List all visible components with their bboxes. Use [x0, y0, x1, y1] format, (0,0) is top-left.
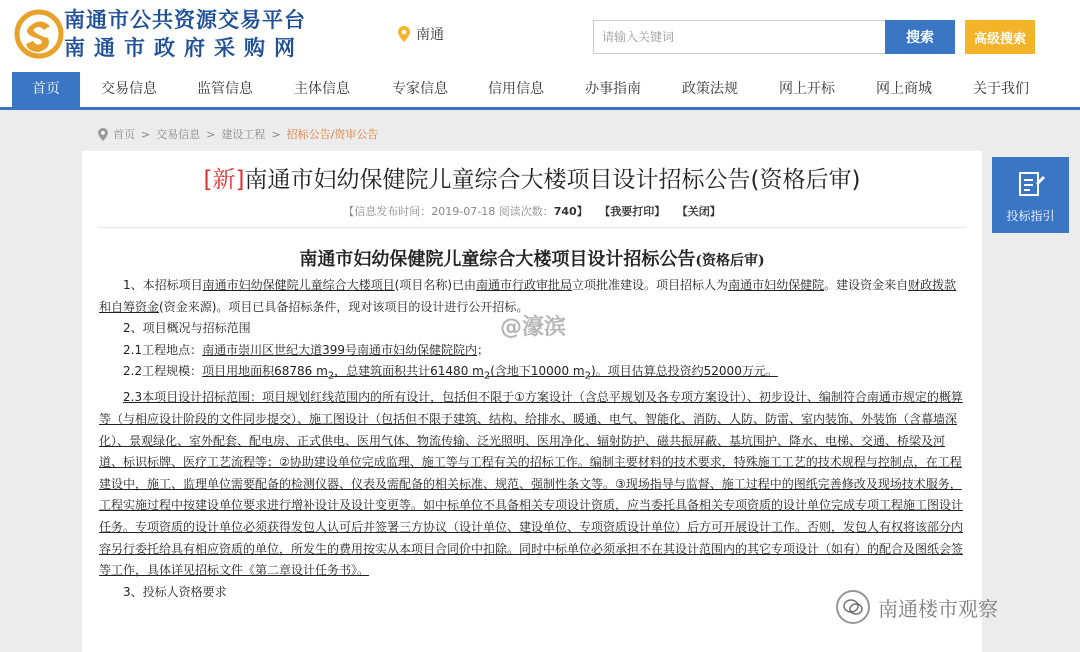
paragraph [99, 361, 965, 387]
subtitle-text: 南通市妇幼保健院儿童综合大楼项目设计招标公告 [299, 249, 696, 270]
new-badge: [新] [203, 167, 245, 193]
nav-item-expert[interactable]: 专家信息 [392, 81, 448, 97]
text: 立项批准建设。项目招标人为 [572, 278, 729, 292]
watermark-badge [836, 590, 998, 624]
bid-guide-button[interactable] [992, 157, 1069, 233]
paragraph [99, 340, 965, 362]
search-input[interactable] [593, 20, 885, 54]
text: 2.2工程规模： [123, 364, 203, 379]
breadcrumb-current[interactable]: 招标公告/资审公告 [286, 128, 379, 141]
article-panel [82, 151, 982, 652]
paragraph: 2、项目概况与招标范围 [123, 321, 251, 336]
advanced-search-button[interactable]: 高级搜索 [965, 20, 1035, 54]
article-title [82, 161, 982, 194]
reads-label: 阅读次数： [498, 205, 554, 218]
location-selector[interactable] [398, 24, 444, 44]
text: 2 [584, 370, 591, 382]
fund-source: 财政拨款和自筹资金 [99, 278, 957, 314]
read-count: 740 [553, 205, 577, 218]
text: ； [477, 342, 490, 357]
nav-item-trade-info[interactable]: 交易信息 [101, 81, 157, 97]
design-scope: 2.3本项目设计招标范围：项目规划红线范围内的所有设计，包括但不限于①方案设计（含总平规划及各专项方案设计）、初步设计、编制符合南通市规定的概算等（与相应设计阶段的文件同步提交）、施工图设计（包括但不限于建筑、结构、给排水、暖通、电气、智能化、消防、人防、防雷、室内装饰、外装饰（含幕墙深化）、景观绿化、室外配套、配电房、正式供电、医用气体、物流传输、泛光照明、医用净化、辐射防护、磁共振屏蔽、基坑围护、降水、电梯、交通、桥梁及河道、标识标牌、医疗工艺流程等；②协助建设单位完成监理、施工等与工程有关的招标工作。编制主要材料的技术要求，特殊施工工艺的技术规程与控制点，在工程建设中，施工、监理单位需要配备的检测仪器、仪表及需配备的相关标准、规范、强制性条文等。③现场指导与监督、施工过程中的图纸完善修改及现场技术服务，工程实施过程中按建设单位要求进行增补设计及设计变更等。如中标单位不具备相关专项设计资质，应当委托具备相关专项资质的设计单位完成专项工程施工图设计任务。专项资质的设计单位必须获得发包人认可后并签署三方协议（设计单位、建设单位、专项资质设计单位）后方可开展设计工作。否则，发包人有权将该部分内容另行委托给具有相应资质的单位，所发生的费用按实从本项目合同价中扣除。同时中标单位必须承担不在其设计范围内的其它专项设计（如有）的配合及图纸会签等工作，具体详见招标文件《第二章设计任务书》。 [99, 390, 964, 578]
paragraph: 3、投标人资格要求 [123, 584, 227, 599]
text: (含地下10000 m [490, 364, 585, 379]
edit-document-icon [1016, 169, 1046, 199]
logo-icon[interactable] [14, 6, 64, 62]
nav-item-home[interactable]: 首页 [12, 72, 80, 107]
project-scale [202, 364, 778, 382]
nav-item-online-mall[interactable]: 网上商城 [876, 81, 932, 97]
text: (项目名称)已由 [394, 278, 477, 292]
paragraph [99, 387, 965, 581]
nav-item-guide[interactable]: 办事指南 [585, 81, 641, 97]
wechat-icon [836, 590, 870, 624]
meta-suffix: 】 [576, 205, 588, 218]
logo-title-main: 南通市公共资源交易平台 [64, 8, 306, 32]
text: 1、本招标项目 [123, 278, 203, 292]
location-label: 南通 [416, 27, 444, 43]
logo-title-sub: 南通市政府采购网 [64, 36, 304, 60]
text: ，总建筑面积共计61480 m [334, 364, 484, 379]
nav-item-about[interactable]: 关于我们 [973, 81, 1029, 97]
site-header [0, 0, 1080, 72]
text: 项目用地面积68786 m [202, 364, 328, 379]
breadcrumb-construction[interactable]: 建设工程 [221, 128, 266, 141]
article-meta [82, 203, 982, 219]
meta-prefix: 【信息发布时间： [343, 205, 432, 218]
nav-item-policy[interactable]: 政策法规 [682, 81, 738, 97]
location-pin-icon [398, 26, 410, 42]
text: (资金来源)。项目已具备招标条件，现对该项目的设计进行公开招标。 [159, 299, 529, 314]
project-location: 南通市崇川区世纪大道399号南通市妇幼保健院院内 [202, 342, 477, 357]
breadcrumb-home[interactable]: 首页 [113, 128, 135, 141]
tenderer: 南通市妇幼保健院 [728, 278, 825, 292]
close-link[interactable]: 【关闭】 [676, 205, 721, 218]
watermark-label: 南通楼市观察 [878, 596, 998, 621]
approval-authority: 南通市行政审批局 [476, 278, 573, 292]
text: 。建设资金来自 [824, 278, 909, 292]
breadcrumb-separator: > [141, 127, 151, 141]
article-title-text: 南通市妇幼保健院儿童综合大楼项目设计招标公告(资格后审) [244, 167, 861, 193]
article-subtitle [82, 245, 982, 271]
nav-item-entity[interactable]: 主体信息 [294, 81, 350, 97]
watermark-text: @濠滨 [500, 315, 567, 340]
nav-item-online-bid[interactable]: 网上开标 [779, 81, 835, 97]
site-logo-text[interactable] [64, 6, 306, 62]
divider [98, 227, 966, 228]
nav-item-credit[interactable]: 信用信息 [488, 81, 544, 97]
project-name: 南通市妇幼保健院儿童综合大楼项目 [202, 278, 395, 292]
subtitle-small: (资格后审) [695, 253, 765, 269]
print-link[interactable]: 【我要打印】 [599, 205, 666, 218]
publish-date: 2019-07-18 [431, 205, 496, 218]
text: 2.1工程地点： [123, 342, 203, 357]
breadcrumb-separator: > [271, 127, 281, 141]
bid-guide-label: 投标指引 [1006, 209, 1055, 223]
breadcrumb-separator: > [206, 127, 216, 141]
text: 2 [483, 370, 491, 382]
search-button[interactable]: 搜索 [885, 20, 955, 54]
main-nav [0, 72, 1080, 110]
text: )。项目估算总投资约52000万元。 [590, 364, 778, 379]
location-pin-icon [98, 128, 108, 141]
breadcrumb-trade-info[interactable]: 交易信息 [156, 128, 201, 141]
text: 2 [327, 370, 335, 382]
nav-item-supervision[interactable]: 监管信息 [197, 81, 253, 97]
breadcrumb [98, 126, 378, 142]
